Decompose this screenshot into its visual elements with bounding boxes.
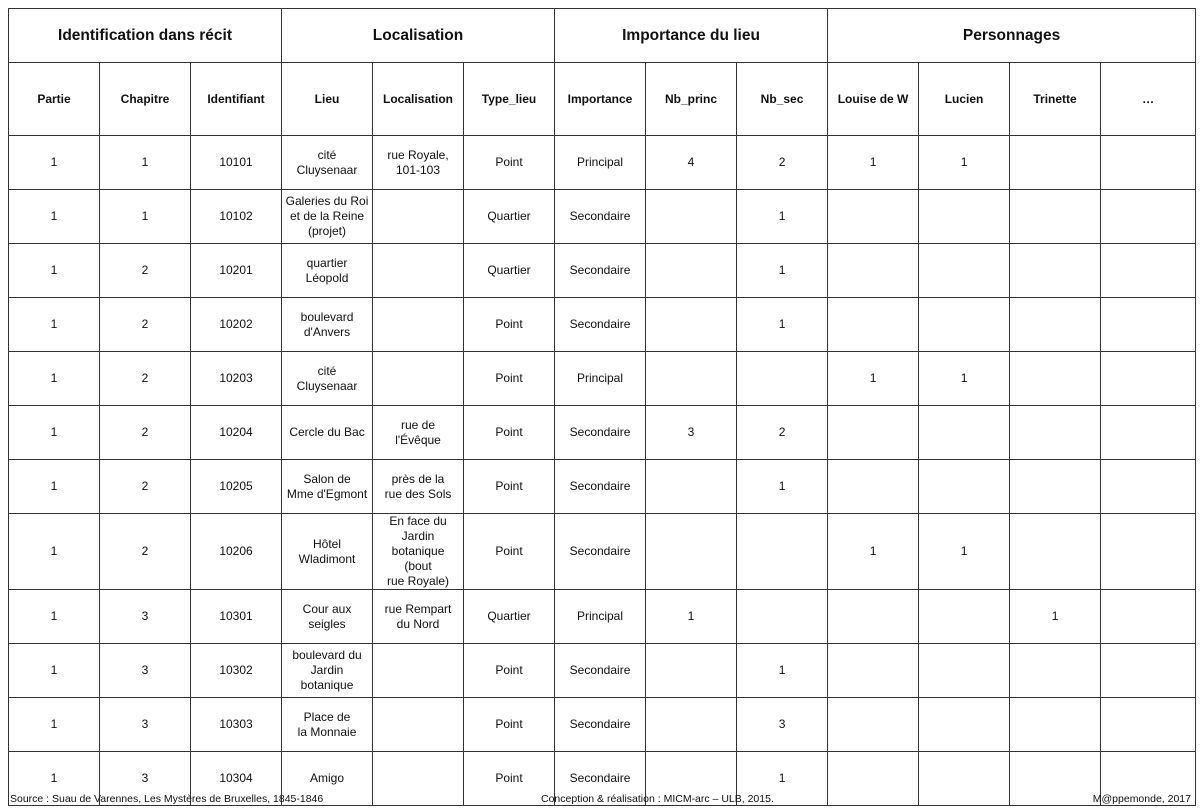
- column-header: Nb_sec: [737, 63, 828, 136]
- table-cell: [828, 406, 919, 460]
- table-cell: [1101, 514, 1196, 590]
- table-cell: 10205: [191, 460, 282, 514]
- table-cell: Secondaire: [555, 644, 646, 698]
- table-cell: 10303: [191, 698, 282, 752]
- table-cell: [646, 698, 737, 752]
- table-row: [9, 514, 1196, 590]
- table-cell: 10201: [191, 244, 282, 298]
- table-cell: 1: [919, 514, 1010, 590]
- table-cell: [646, 298, 737, 352]
- group-header-row: [9, 9, 1196, 63]
- table-cell: [373, 644, 464, 698]
- table-cell: [646, 644, 737, 698]
- table-cell: [646, 352, 737, 406]
- table-cell: [919, 298, 1010, 352]
- table-cell: 1: [9, 460, 100, 514]
- table-cell: 2: [100, 352, 191, 406]
- table-cell: [1101, 698, 1196, 752]
- table-cell: 1: [9, 644, 100, 698]
- table-cell: Point: [464, 406, 555, 460]
- table-cell: Principal: [555, 352, 646, 406]
- table-cell: [919, 244, 1010, 298]
- table-cell: 1: [9, 514, 100, 590]
- table-cell: 10301: [191, 590, 282, 644]
- table-cell: 10302: [191, 644, 282, 698]
- table-cell: 1: [737, 752, 828, 806]
- table-cell: Point: [464, 298, 555, 352]
- table-cell: [1010, 352, 1101, 406]
- source-note: Source : Suau de Varennes, Les Mystères de Bruxelles, 1845-1846: [10, 793, 324, 805]
- table-cell: 1: [828, 136, 919, 190]
- table-cell: Point: [464, 460, 555, 514]
- table-cell: [1010, 406, 1101, 460]
- table-cell: [737, 352, 828, 406]
- table-cell: [1101, 298, 1196, 352]
- table-cell: 1: [828, 352, 919, 406]
- column-header: Lieu: [282, 63, 373, 136]
- column-header: Louise de W: [828, 63, 919, 136]
- table-cell: 1: [1010, 590, 1101, 644]
- table-cell: boulevard du Jardin botanique: [282, 644, 373, 698]
- table-cell: [919, 590, 1010, 644]
- group-header: Personnages: [828, 9, 1196, 63]
- table-cell: 1: [737, 190, 828, 244]
- table-row: [9, 460, 1196, 514]
- table-cell: 2: [100, 460, 191, 514]
- table-cell: 10206: [191, 514, 282, 590]
- table-cell: [1010, 698, 1101, 752]
- table-cell: Quartier: [464, 190, 555, 244]
- table-cell: 3: [646, 406, 737, 460]
- table-cell: 1: [737, 244, 828, 298]
- table-cell: Point: [464, 752, 555, 806]
- copyright-note: M@ppemonde, 2017: [1092, 793, 1191, 805]
- table-cell: [828, 644, 919, 698]
- column-header: Chapitre: [100, 63, 191, 136]
- table-cell: [828, 190, 919, 244]
- table-cell: [828, 698, 919, 752]
- column-header: Nb_princ: [646, 63, 737, 136]
- table-row: [9, 352, 1196, 406]
- table-cell: [1101, 244, 1196, 298]
- table-cell: 1: [828, 514, 919, 590]
- table-cell: En face du Jardin botanique (bout rue Royale): [373, 514, 464, 590]
- table-cell: Point: [464, 698, 555, 752]
- table-cell: Place de la Monnaie: [282, 698, 373, 752]
- table-cell: [1010, 514, 1101, 590]
- table-cell: Salon de Mme d'Egmont: [282, 460, 373, 514]
- table-cell: [828, 298, 919, 352]
- table-row: [9, 644, 1196, 698]
- table-cell: 1: [919, 136, 1010, 190]
- table-cell: Secondaire: [555, 244, 646, 298]
- table-cell: Secondaire: [555, 190, 646, 244]
- table-cell: [1101, 136, 1196, 190]
- table-cell: Secondaire: [555, 460, 646, 514]
- table-cell: 1: [9, 406, 100, 460]
- table-cell: cité Cluysenaar: [282, 136, 373, 190]
- table-cell: [1010, 136, 1101, 190]
- table-cell: Hôtel Wladimont: [282, 514, 373, 590]
- table-cell: Point: [464, 514, 555, 590]
- table-cell: [1010, 460, 1101, 514]
- column-header: Localisation: [373, 63, 464, 136]
- table-cell: Secondaire: [555, 514, 646, 590]
- table-cell: 1: [919, 352, 1010, 406]
- column-header: …: [1101, 63, 1196, 136]
- table-cell: [1101, 590, 1196, 644]
- table-cell: Point: [464, 352, 555, 406]
- table-cell: [646, 190, 737, 244]
- table-cell: 1: [9, 136, 100, 190]
- table-cell: 2: [100, 514, 191, 590]
- table-cell: [1101, 352, 1196, 406]
- table-cell: 10202: [191, 298, 282, 352]
- table-cell: [373, 698, 464, 752]
- column-header: Identifiant: [191, 63, 282, 136]
- table-cell: [919, 752, 1010, 806]
- table-cell: [646, 514, 737, 590]
- table-cell: 3: [100, 752, 191, 806]
- table-cell: 1: [9, 298, 100, 352]
- table-row: [9, 298, 1196, 352]
- group-header: Importance du lieu: [555, 9, 828, 63]
- table-cell: 1: [9, 698, 100, 752]
- table-cell: 1: [737, 644, 828, 698]
- table-cell: 10102: [191, 190, 282, 244]
- table-cell: [1010, 752, 1101, 806]
- table-cell: [1101, 190, 1196, 244]
- column-header: Partie: [9, 63, 100, 136]
- table-cell: près de la rue des Sols: [373, 460, 464, 514]
- table-cell: 1: [9, 190, 100, 244]
- table-cell: [1010, 190, 1101, 244]
- column-header: Lucien: [919, 63, 1010, 136]
- table-cell: 1: [646, 590, 737, 644]
- table-cell: [646, 244, 737, 298]
- table-cell: 1: [100, 136, 191, 190]
- table-cell: 3: [100, 590, 191, 644]
- table-cell: 3: [100, 698, 191, 752]
- table-cell: 1: [737, 460, 828, 514]
- table-cell: 1: [9, 244, 100, 298]
- table-cell: Secondaire: [555, 698, 646, 752]
- credits-note: Conception & réalisation : MICM-arc – ULB, 2015.: [541, 793, 774, 805]
- table-cell: Principal: [555, 590, 646, 644]
- table-cell: 1: [9, 352, 100, 406]
- table-cell: 1: [9, 590, 100, 644]
- table-cell: [373, 298, 464, 352]
- table-cell: cité Cluysenaar: [282, 352, 373, 406]
- table-cell: quartier Léopold: [282, 244, 373, 298]
- table-cell: Amigo: [282, 752, 373, 806]
- group-header: Localisation: [282, 9, 555, 63]
- table-cell: 2: [100, 244, 191, 298]
- table-cell: [919, 698, 1010, 752]
- table-row: [9, 698, 1196, 752]
- table-cell: [737, 514, 828, 590]
- table-cell: Galeries du Roi et de la Reine (projet): [282, 190, 373, 244]
- table-cell: 1: [737, 298, 828, 352]
- places-table: [8, 8, 1196, 806]
- table-cell: [1101, 406, 1196, 460]
- table-cell: [919, 406, 1010, 460]
- table-cell: Cour aux seigles: [282, 590, 373, 644]
- table-cell: 3: [100, 644, 191, 698]
- table-cell: 10203: [191, 352, 282, 406]
- column-header: Type_lieu: [464, 63, 555, 136]
- table-cell: Point: [464, 644, 555, 698]
- table-cell: rue Royale, 101-103: [373, 136, 464, 190]
- table-cell: [919, 644, 1010, 698]
- table-cell: Cercle du Bac: [282, 406, 373, 460]
- table-cell: [828, 590, 919, 644]
- table-cell: [373, 190, 464, 244]
- table-cell: [373, 352, 464, 406]
- table-cell: 10101: [191, 136, 282, 190]
- table-row: [9, 190, 1196, 244]
- table-cell: [646, 460, 737, 514]
- table-cell: 1: [9, 752, 100, 806]
- table-body: [9, 136, 1196, 806]
- table-cell: Quartier: [464, 244, 555, 298]
- table-row: [9, 136, 1196, 190]
- table-cell: 2: [737, 406, 828, 460]
- table-cell: 2: [100, 298, 191, 352]
- group-header: Identification dans récit: [9, 9, 282, 63]
- column-header-row: [9, 63, 1196, 136]
- table-cell: 4: [646, 136, 737, 190]
- table-cell: Secondaire: [555, 406, 646, 460]
- table-cell: 2: [737, 136, 828, 190]
- table-cell: 10204: [191, 406, 282, 460]
- table-cell: [373, 752, 464, 806]
- table-cell: 1: [100, 190, 191, 244]
- table-cell: Principal: [555, 136, 646, 190]
- table-cell: [919, 190, 1010, 244]
- table-cell: [1010, 244, 1101, 298]
- table-cell: [1010, 298, 1101, 352]
- table-cell: 2: [100, 406, 191, 460]
- table-cell: [828, 244, 919, 298]
- column-header: Importance: [555, 63, 646, 136]
- table-cell: [373, 244, 464, 298]
- column-header: Trinette: [1010, 63, 1101, 136]
- table-cell: rue de l'Évêque: [373, 406, 464, 460]
- table-cell: [737, 590, 828, 644]
- table-row: [9, 244, 1196, 298]
- table-cell: Secondaire: [555, 752, 646, 806]
- table-cell: [1010, 644, 1101, 698]
- table-row: [9, 406, 1196, 460]
- table-cell: Quartier: [464, 590, 555, 644]
- table-cell: boulevard d'Anvers: [282, 298, 373, 352]
- table-cell: Secondaire: [555, 298, 646, 352]
- table-cell: [1101, 460, 1196, 514]
- table-cell: [828, 752, 919, 806]
- table-cell: 10304: [191, 752, 282, 806]
- table-cell: [919, 460, 1010, 514]
- table-cell: rue Rempart du Nord: [373, 590, 464, 644]
- table-cell: 3: [737, 698, 828, 752]
- table-row: [9, 590, 1196, 644]
- table-cell: [828, 460, 919, 514]
- table-cell: [1101, 644, 1196, 698]
- table-cell: Point: [464, 136, 555, 190]
